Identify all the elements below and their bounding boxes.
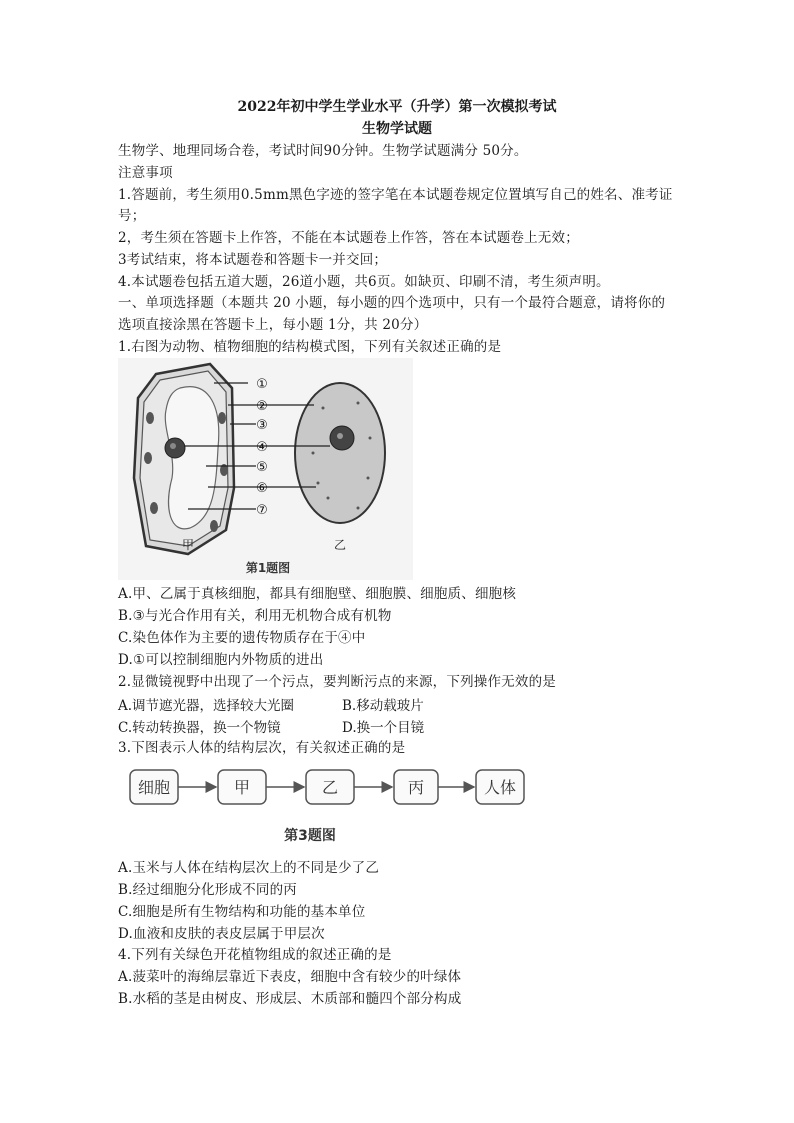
- q4-stem: 4.下列有关绿色开花植物组成的叙述正确的是: [118, 947, 392, 963]
- figure-label-1: ①: [256, 377, 268, 392]
- figure-label-6: ⑥: [256, 481, 268, 496]
- q3-option-d: D.血液和皮肤的表皮层属于甲层次: [118, 926, 325, 942]
- section-heading-cont: 选项直接涂黑在答题卡上，每小题 1分，共 20分）: [118, 317, 428, 333]
- figure-1-caption: 第1题图: [245, 561, 291, 575]
- flow-label-a: 甲: [233, 778, 251, 797]
- q2-option-c: C.转动转换器，换一个物镜: [118, 720, 281, 736]
- figure-label-right-cell: 乙: [333, 538, 347, 552]
- cell-structure-figure: [118, 358, 413, 580]
- q4-option-b: B.水稻的茎是由树皮、形成层、木质部和髓四个部分构成: [118, 991, 462, 1007]
- q1-option-b: B.③与光合作用有关，利用无机物合成有机物: [118, 608, 392, 624]
- flow-label-c: 丙: [407, 778, 425, 797]
- chloroplast: [146, 412, 154, 424]
- notice-item-4: 4.本试题卷包括五道大题，26道小题，共6页。如缺页、印刷不清，考生须声明。: [118, 274, 610, 290]
- q4-option-a: A.菠菜叶的海绵层靠近下表皮，细胞中含有较少的叶绿体: [118, 969, 462, 985]
- flow-label-b: 乙: [321, 778, 339, 797]
- structure-levels-figure: [128, 762, 528, 848]
- q1-stem: 1.右图为动物、植物细胞的结构模式图，下列有关叙述正确的是: [118, 339, 502, 355]
- flow-label-cell: 细胞: [137, 778, 171, 797]
- exam-subtitle: 生物学试题: [362, 121, 432, 137]
- figure-label-2: ②: [256, 399, 268, 414]
- q2-option-a: A.调节遮光器，选择较大光圈: [118, 698, 295, 714]
- notice-item-1: 1.答题前，考生须用0.5mm黑色字迹的签字笔在本试题卷规定位置填写自己的姓名、准考证: [118, 187, 673, 203]
- q1-option-c: C.染色体作为主要的遗传物质存在于④中: [118, 630, 366, 646]
- exam-title: 2022年初中学生学业水平（升学）第一次模拟考试: [237, 99, 557, 115]
- q1-option-d: D.①可以控制细胞内外物质的进出: [118, 652, 324, 668]
- figure-label-4: ④: [256, 440, 268, 455]
- q3-option-c: C.细胞是所有生物结构和功能的基本单位: [118, 904, 366, 920]
- q2-option-d: D.换一个目镜: [342, 720, 425, 736]
- figure-label-7: ⑦: [256, 503, 268, 518]
- figure-label-3: ③: [256, 418, 268, 433]
- notice-item-3: 3考试结束，将本试题卷和答题卡一并交回；: [118, 252, 388, 268]
- q3-option-b: B.经过细胞分化形成不同的丙: [118, 882, 298, 898]
- q3-option-a: A.玉米与人体在结构层次上的不同是少了乙: [118, 860, 380, 876]
- q3-stem: 3.下图表示人体的结构层次，有关叙述正确的是: [118, 740, 406, 756]
- q2-option-b: B.移动载玻片: [342, 698, 424, 714]
- notice-item-1-cont: 号；: [118, 208, 146, 224]
- section-heading: 一、单项选择题（本题共 20 小题，每小题的四个选项中，只有一个最符合题意，请将你的: [118, 295, 666, 311]
- figure-label-5: ⑤: [256, 460, 268, 475]
- intro-line: 生物学、地理同场合卷，考试时间90分钟。生物学试题满分 50分。: [118, 143, 528, 159]
- figure-label-left-cell: 甲: [181, 538, 195, 552]
- animal-cell: [295, 383, 385, 523]
- notice-title: 注意事项: [118, 165, 173, 181]
- figure-3-caption: 第3题图: [284, 828, 336, 844]
- notice-item-2: 2，考生须在答题卡上作答，不能在本试题卷上作答，答在本试题卷上无效；: [118, 230, 579, 246]
- q2-stem: 2.显微镜视野中出现了一个污点，要判断污点的来源，下列操作无效的是: [118, 674, 556, 690]
- flow-label-body: 人体: [483, 778, 517, 797]
- q1-option-a: A.甲、乙属于真核细胞，都具有细胞壁、细胞膜、细胞质、细胞核: [118, 586, 517, 602]
